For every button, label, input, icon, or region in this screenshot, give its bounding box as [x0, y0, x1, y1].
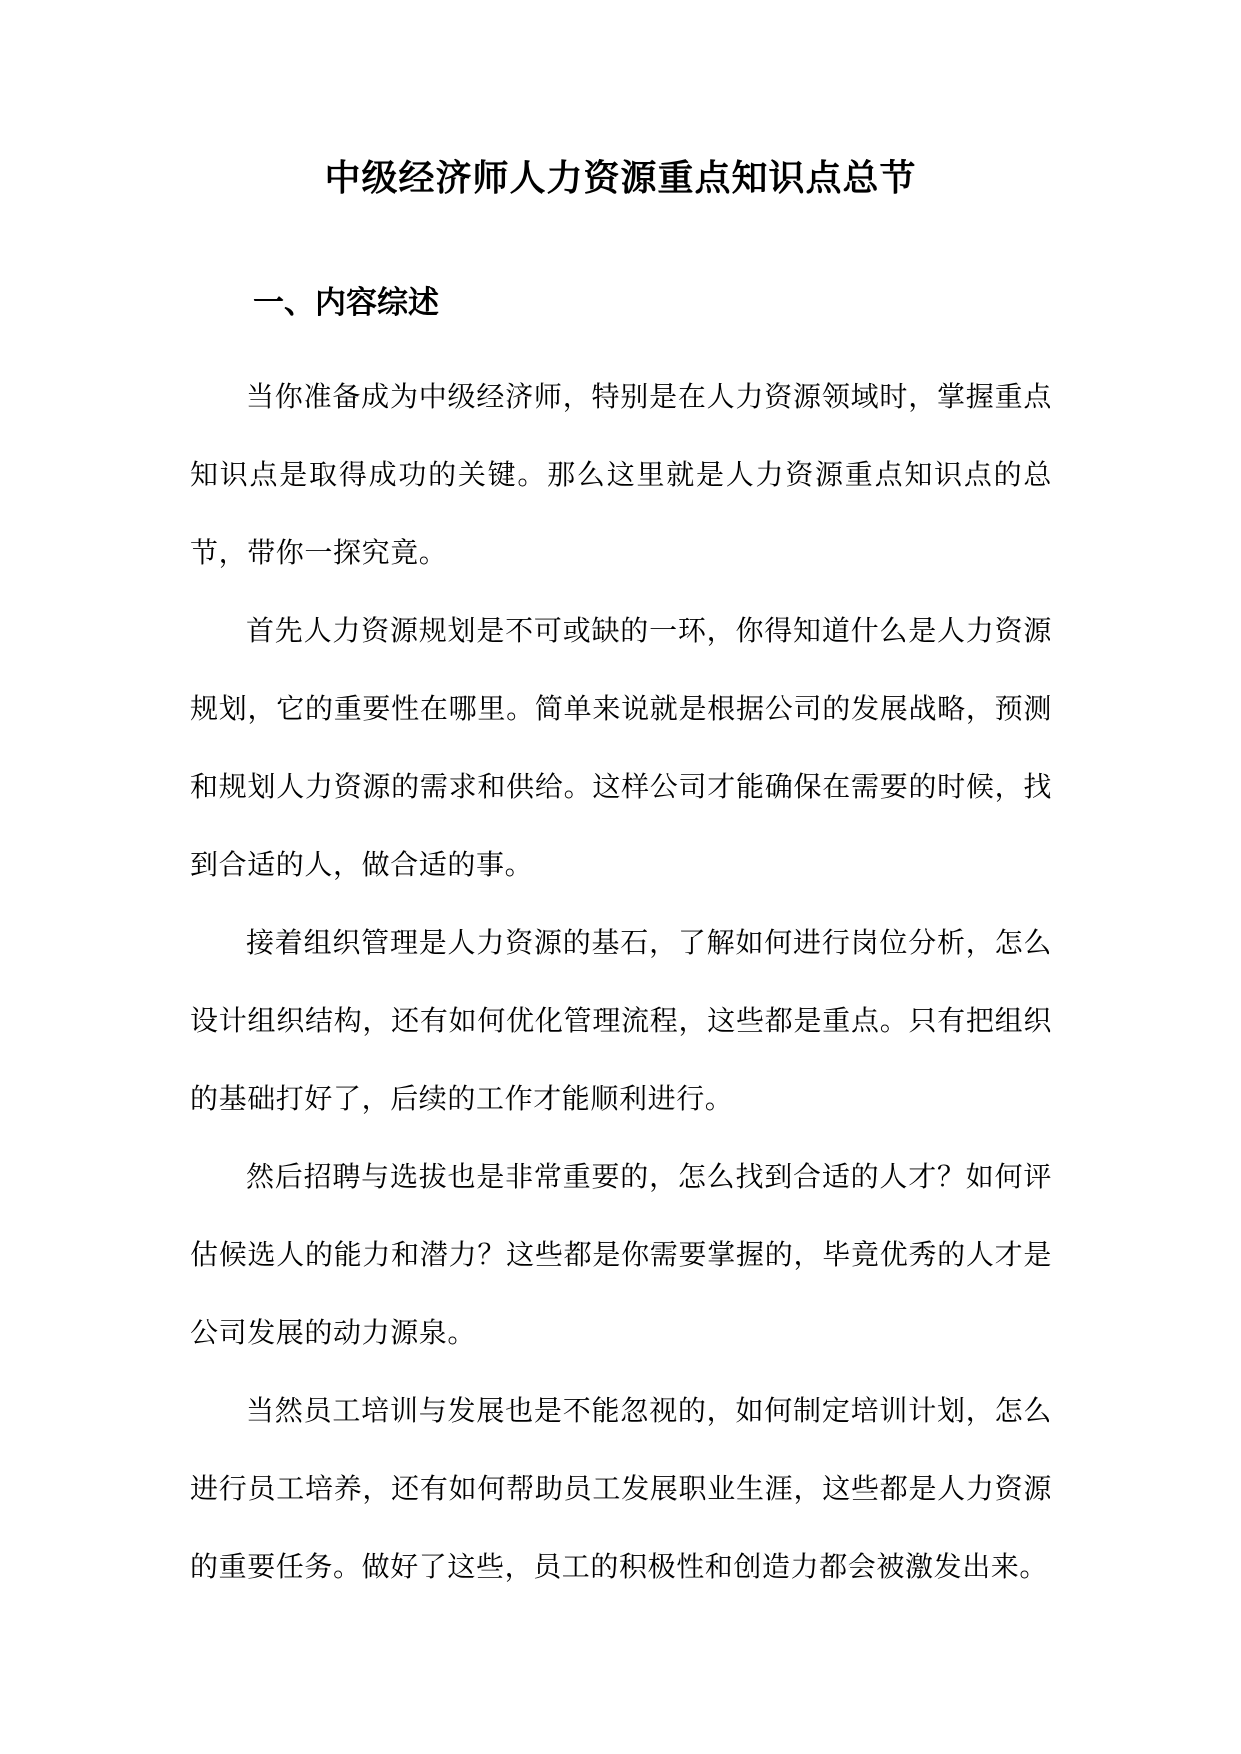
document-body — [190, 358, 1052, 1606]
section-heading: 一、内容综述 — [253, 285, 439, 321]
paragraph: 首先人力资源规划是不可或缺的一环，你得知道什么是人力资源规划，它的重要性在哪里。简单来说就是根据公司的发展战略，预测和规划人力资源的需求和供给。这样公司才能确保在需要的时候，找到合适的人，做合适的事。 — [190, 614, 1052, 881]
paragraph: 接着组织管理是人力资源的基石，了解如何进行岗位分析，怎么设计组织结构，还有如何优化管理流程，这些都是重点。只有把组织的基础打好了，后续的工作才能顺利进行。 — [190, 926, 1052, 1115]
paragraph: 当你准备成为中级经济师，特别是在人力资源领域时，掌握重点知识点是取得成功的关键。那么这里就是人力资源重点知识点的总节，带你一探究竟。 — [190, 380, 1052, 569]
document-title: 中级经济师人力资源重点知识点总节 — [324, 157, 917, 199]
paragraph: 然后招聘与选拔也是非常重要的，怎么找到合适的人才？如何评估候选人的能力和潜力？这些都是你需要掌握的，毕竟优秀的人才是公司发展的动力源泉。 — [190, 1160, 1052, 1349]
paragraph: 当然员工培训与发展也是不能忽视的，如何制定培训计划，怎么进行员工培养，还有如何帮助员工发展职业生涯，这些都是人力资源的重要任务。做好了这些，员工的积极性和创造力都会被激发出来。 — [190, 1394, 1052, 1583]
